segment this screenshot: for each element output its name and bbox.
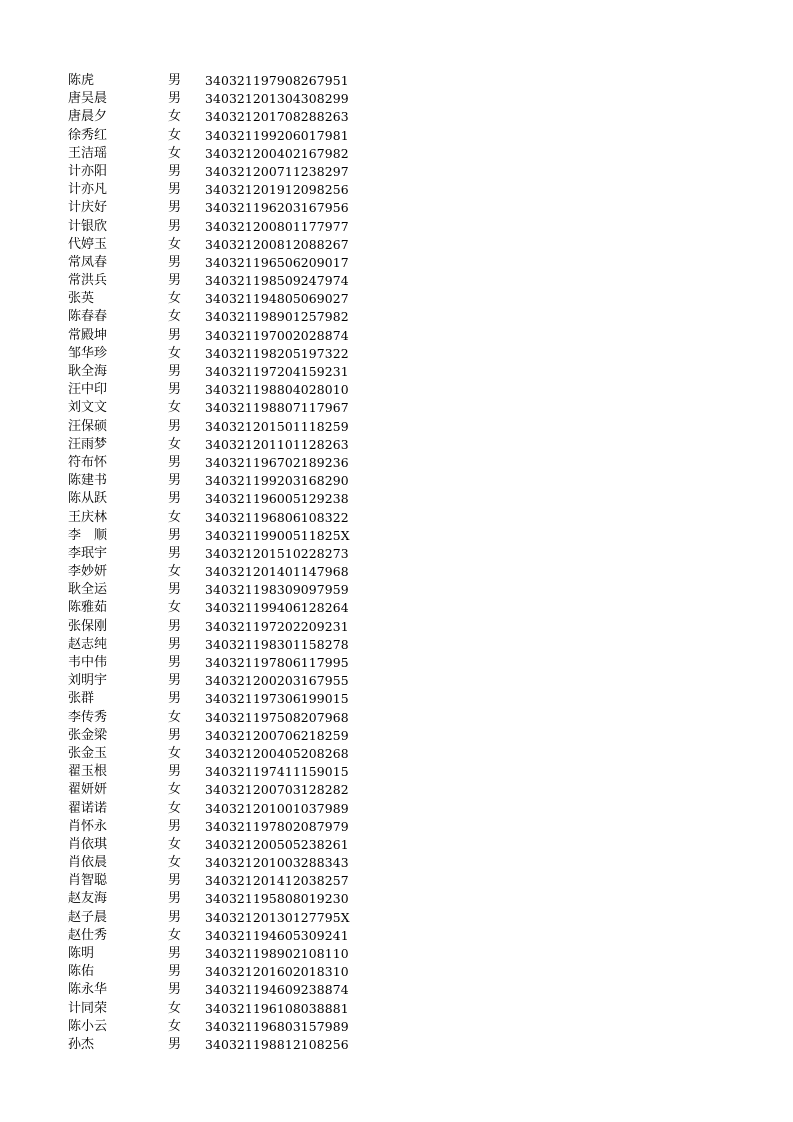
name-cell: 刘文文: [68, 400, 108, 416]
id-number-cell: 340321201003288343: [205, 855, 349, 871]
gender-cell: 男: [168, 382, 182, 398]
gender-cell: 女: [168, 800, 182, 816]
table-row: [0, 72, 793, 90]
table-row: [0, 272, 793, 290]
id-number-cell: 340321198205197322: [205, 345, 349, 361]
name-cell: 肖依晨: [68, 855, 108, 871]
id-number-cell: 340321201412038257: [205, 873, 349, 889]
table-row: [0, 1036, 793, 1054]
gender-cell: 男: [168, 200, 182, 216]
gender-cell: 男: [168, 182, 182, 198]
name-cell: 陈佑: [68, 964, 95, 980]
table-row: [0, 327, 793, 345]
name-cell: 计亦阳: [68, 163, 108, 179]
gender-cell: 女: [168, 236, 182, 252]
id-number-cell: 340321197306199015: [205, 691, 349, 707]
spreadsheet-page: [0, 72, 793, 1054]
id-number-cell: 340321201001037989: [205, 800, 349, 816]
table-row: [0, 1000, 793, 1018]
table-row: [0, 800, 793, 818]
name-cell: 李妙妍: [68, 564, 108, 580]
id-number-cell: 340321198812108256: [205, 1036, 349, 1052]
name-cell: 耿全运: [68, 582, 108, 598]
id-number-cell: 340321194805069027: [205, 291, 349, 307]
table-row: [0, 818, 793, 836]
gender-cell: 女: [168, 745, 182, 761]
table-row: [0, 1018, 793, 1036]
id-number-cell: 340321194605309241: [205, 927, 349, 943]
name-cell: 陈永华: [68, 982, 108, 998]
id-number-cell: 340321197908267951: [205, 73, 349, 88]
table-row: [0, 145, 793, 163]
id-number-cell: 340321200402167982: [205, 145, 349, 161]
gender-cell: 女: [168, 600, 182, 616]
id-number-cell: 340321196506209017: [205, 254, 349, 270]
gender-cell: 男: [168, 691, 182, 707]
name-cell: 张英: [68, 291, 95, 307]
id-number-cell: 340321197411159015: [205, 764, 349, 780]
name-cell: 张保刚: [68, 618, 108, 634]
id-number-cell: 340321201501118259: [205, 418, 349, 434]
table-row: [0, 308, 793, 326]
name-cell: 赵友海: [68, 891, 108, 907]
id-number-cell: 340321198509247974: [205, 273, 349, 289]
table-row: [0, 963, 793, 981]
table-row: [0, 654, 793, 672]
table-row: [0, 945, 793, 963]
gender-cell: 女: [168, 836, 182, 852]
gender-cell: 男: [168, 327, 182, 343]
table-row: [0, 890, 793, 908]
table-row: [0, 472, 793, 490]
table-row: [0, 672, 793, 690]
name-cell: 肖智聪: [68, 873, 108, 889]
id-number-cell: 340321199206017981: [205, 127, 349, 143]
name-cell: 常殿坤: [68, 327, 108, 343]
gender-cell: 男: [168, 964, 182, 980]
name-cell: 赵仕秀: [68, 927, 108, 943]
gender-cell: 女: [168, 509, 182, 525]
table-row: [0, 290, 793, 308]
name-cell: 翟妍妍: [68, 782, 108, 798]
gender-cell: 男: [168, 91, 182, 107]
name-cell: 肖怀永: [68, 818, 108, 834]
table-row: [0, 254, 793, 272]
name-cell: 赵志纯: [68, 636, 108, 652]
id-number-cell: 340321197508207968: [205, 709, 349, 725]
table-row: [0, 727, 793, 745]
id-number-cell: 340321195808019230: [205, 891, 349, 907]
id-number-cell: 340321200703128282: [205, 782, 349, 798]
table-row: [0, 127, 793, 145]
name-cell: 翟玉根: [68, 764, 108, 780]
name-cell: 孙杰: [68, 1036, 95, 1052]
id-number-cell: 340321199203168290: [205, 473, 349, 489]
table-row: [0, 927, 793, 945]
name-cell: 陈建书: [68, 473, 108, 489]
table-row: [0, 599, 793, 617]
gender-cell: 女: [168, 1018, 182, 1034]
name-cell: 计亦凡: [68, 182, 108, 198]
name-cell: 张金玉: [68, 745, 108, 761]
gender-cell: 男: [168, 982, 182, 998]
id-number-cell: 340321196203167956: [205, 200, 349, 216]
id-number-cell: 340321200405208268: [205, 745, 349, 761]
id-number-cell: 340321197204159231: [205, 364, 349, 379]
gender-cell: 男: [168, 527, 182, 543]
name-cell: 张群: [68, 691, 95, 707]
name-cell: 汪雨梦: [68, 436, 108, 452]
table-row: [0, 981, 793, 999]
table-row: [0, 199, 793, 217]
gender-cell: 女: [168, 1000, 182, 1016]
gender-cell: 女: [168, 927, 182, 943]
table-row: [0, 418, 793, 436]
name-cell: 陈明: [68, 946, 95, 961]
id-number-cell: 340321200203167955: [205, 673, 349, 689]
id-number-cell: 340321198301158278: [205, 636, 349, 652]
table-row: [0, 854, 793, 872]
gender-cell: 女: [168, 564, 182, 580]
name-cell: 唐吴晨: [68, 91, 108, 107]
gender-cell: 男: [168, 273, 182, 289]
table-row: [0, 709, 793, 727]
id-number-cell: 340321198902108110: [205, 946, 349, 961]
id-number-cell: 340321201401147968: [205, 564, 349, 580]
id-number-cell: 340321201304308299: [205, 91, 349, 107]
id-number-cell: 340321196005129238: [205, 491, 349, 507]
name-cell: 陈春春: [68, 309, 108, 325]
gender-cell: 男: [168, 655, 182, 670]
gender-cell: 男: [168, 582, 182, 598]
name-cell: 李传秀: [68, 709, 108, 725]
name-cell: 陈雅茹: [68, 600, 108, 616]
gender-cell: 男: [168, 673, 182, 689]
name-cell: 常洪兵: [68, 273, 108, 289]
gender-cell: 男: [168, 473, 182, 489]
table-row: [0, 490, 793, 508]
name-cell: 刘明宇: [68, 673, 108, 689]
table-row: [0, 745, 793, 763]
gender-cell: 男: [168, 873, 182, 889]
table-row: [0, 527, 793, 545]
id-number-cell: 340321196806108322: [205, 509, 349, 525]
id-number-cell: 340321198309097959: [205, 582, 349, 598]
id-number-cell: 340321201602018310: [205, 964, 349, 980]
gender-cell: 男: [168, 73, 182, 88]
id-number-cell: 340321200711238297: [205, 163, 349, 179]
name-cell: 代婷玉: [68, 236, 108, 252]
table-row: [0, 909, 793, 927]
id-number-cell: 340321199406128264: [205, 600, 349, 616]
gender-cell: 男: [168, 946, 182, 961]
table-row: [0, 636, 793, 654]
table-row: [0, 563, 793, 581]
id-number-cell: 340321200812088267: [205, 236, 349, 252]
name-cell: 陈小云: [68, 1018, 108, 1034]
name-cell: 张金梁: [68, 727, 108, 743]
table-row: [0, 454, 793, 472]
table-row: [0, 90, 793, 108]
gender-cell: 女: [168, 127, 182, 143]
id-number-cell: 340321201101128263: [205, 436, 349, 452]
name-cell: 王洁瑶: [68, 145, 108, 161]
name-cell: 计同荣: [68, 1000, 108, 1016]
gender-cell: 女: [168, 345, 182, 361]
table-row: [0, 363, 793, 381]
gender-cell: 男: [168, 636, 182, 652]
name-cell: 常凤春: [68, 254, 108, 270]
id-number-cell: 340321198807117967: [205, 400, 349, 416]
id-number-cell: 340321196108038881: [205, 1000, 349, 1016]
gender-cell: 女: [168, 709, 182, 725]
gender-cell: 男: [168, 163, 182, 179]
id-number-cell: 340321198804028010: [205, 382, 349, 398]
gender-cell: 女: [168, 109, 182, 125]
id-number-cell: 340321200706218259: [205, 727, 349, 743]
name-cell: 徐秀红: [68, 127, 108, 143]
name-cell: 耿全海: [68, 364, 108, 379]
gender-cell: 女: [168, 145, 182, 161]
gender-cell: 男: [168, 891, 182, 907]
gender-cell: 女: [168, 309, 182, 325]
name-cell: 韦中伟: [68, 655, 108, 670]
id-number-cell: 340321201510228273: [205, 545, 349, 561]
gender-cell: 男: [168, 545, 182, 561]
id-number-cell: 340321201912098256: [205, 182, 349, 198]
gender-cell: 男: [168, 364, 182, 379]
gender-cell: 男: [168, 727, 182, 743]
gender-cell: 女: [168, 855, 182, 871]
gender-cell: 男: [168, 491, 182, 507]
table-row: [0, 218, 793, 236]
name-cell: 唐晨夕: [68, 109, 108, 125]
table-row: [0, 345, 793, 363]
id-number-cell: 340321196803157989: [205, 1018, 349, 1034]
table-row: [0, 181, 793, 199]
name-cell: 李 顺: [68, 527, 108, 543]
name-cell: 汪保硕: [68, 418, 108, 434]
gender-cell: 男: [168, 418, 182, 434]
id-number-cell: 340321197002028874: [205, 327, 349, 343]
id-number-cell: 340321200505238261: [205, 836, 349, 852]
name-cell: 汪中印: [68, 382, 108, 398]
table-row: [0, 509, 793, 527]
gender-cell: 女: [168, 436, 182, 452]
name-cell: 计银欣: [68, 218, 108, 234]
table-row: [0, 581, 793, 599]
table-row: [0, 618, 793, 636]
name-cell: 肖依琪: [68, 836, 108, 852]
name-cell: 李珉宇: [68, 545, 108, 561]
table-row: [0, 763, 793, 781]
table-row: [0, 236, 793, 254]
gender-cell: 男: [168, 618, 182, 634]
name-cell: 陈虎: [68, 73, 95, 88]
id-number-cell: 34032120130127795X: [205, 909, 350, 925]
gender-cell: 男: [168, 818, 182, 834]
gender-cell: 男: [168, 764, 182, 780]
id-number-cell: 340321200801177977: [205, 218, 349, 234]
id-number-cell: 340321197802087979: [205, 818, 349, 834]
id-number-cell: 340321198901257982: [205, 309, 349, 325]
gender-cell: 女: [168, 400, 182, 416]
gender-cell: 女: [168, 291, 182, 307]
table-row: [0, 836, 793, 854]
table-row: [0, 781, 793, 799]
name-cell: 赵子晨: [68, 909, 108, 925]
table-row: [0, 381, 793, 399]
table-row: [0, 545, 793, 563]
gender-cell: 男: [168, 218, 182, 234]
table-row: [0, 108, 793, 126]
name-cell: 王庆林: [68, 509, 108, 525]
gender-cell: 男: [168, 254, 182, 270]
gender-cell: 男: [168, 454, 182, 470]
name-cell: 计庆好: [68, 200, 108, 216]
gender-cell: 男: [168, 1036, 182, 1052]
name-cell: 翟诺诺: [68, 800, 108, 816]
table-row: [0, 690, 793, 708]
gender-cell: 女: [168, 782, 182, 798]
table-row: [0, 399, 793, 417]
id-number-cell: 34032119900511825X: [205, 527, 350, 543]
id-number-cell: 340321197806117995: [205, 655, 349, 670]
gender-cell: 男: [168, 909, 182, 925]
id-number-cell: 340321196702189236: [205, 454, 349, 470]
name-cell: 符布怀: [68, 454, 108, 470]
id-number-cell: 340321201708288263: [205, 109, 349, 125]
table-row: [0, 872, 793, 890]
name-cell: 陈从跃: [68, 491, 108, 507]
id-number-cell: 340321197202209231: [205, 618, 349, 634]
id-number-cell: 340321194609238874: [205, 982, 349, 998]
table-row: [0, 163, 793, 181]
name-cell: 邹华珍: [68, 345, 108, 361]
table-row: [0, 436, 793, 454]
